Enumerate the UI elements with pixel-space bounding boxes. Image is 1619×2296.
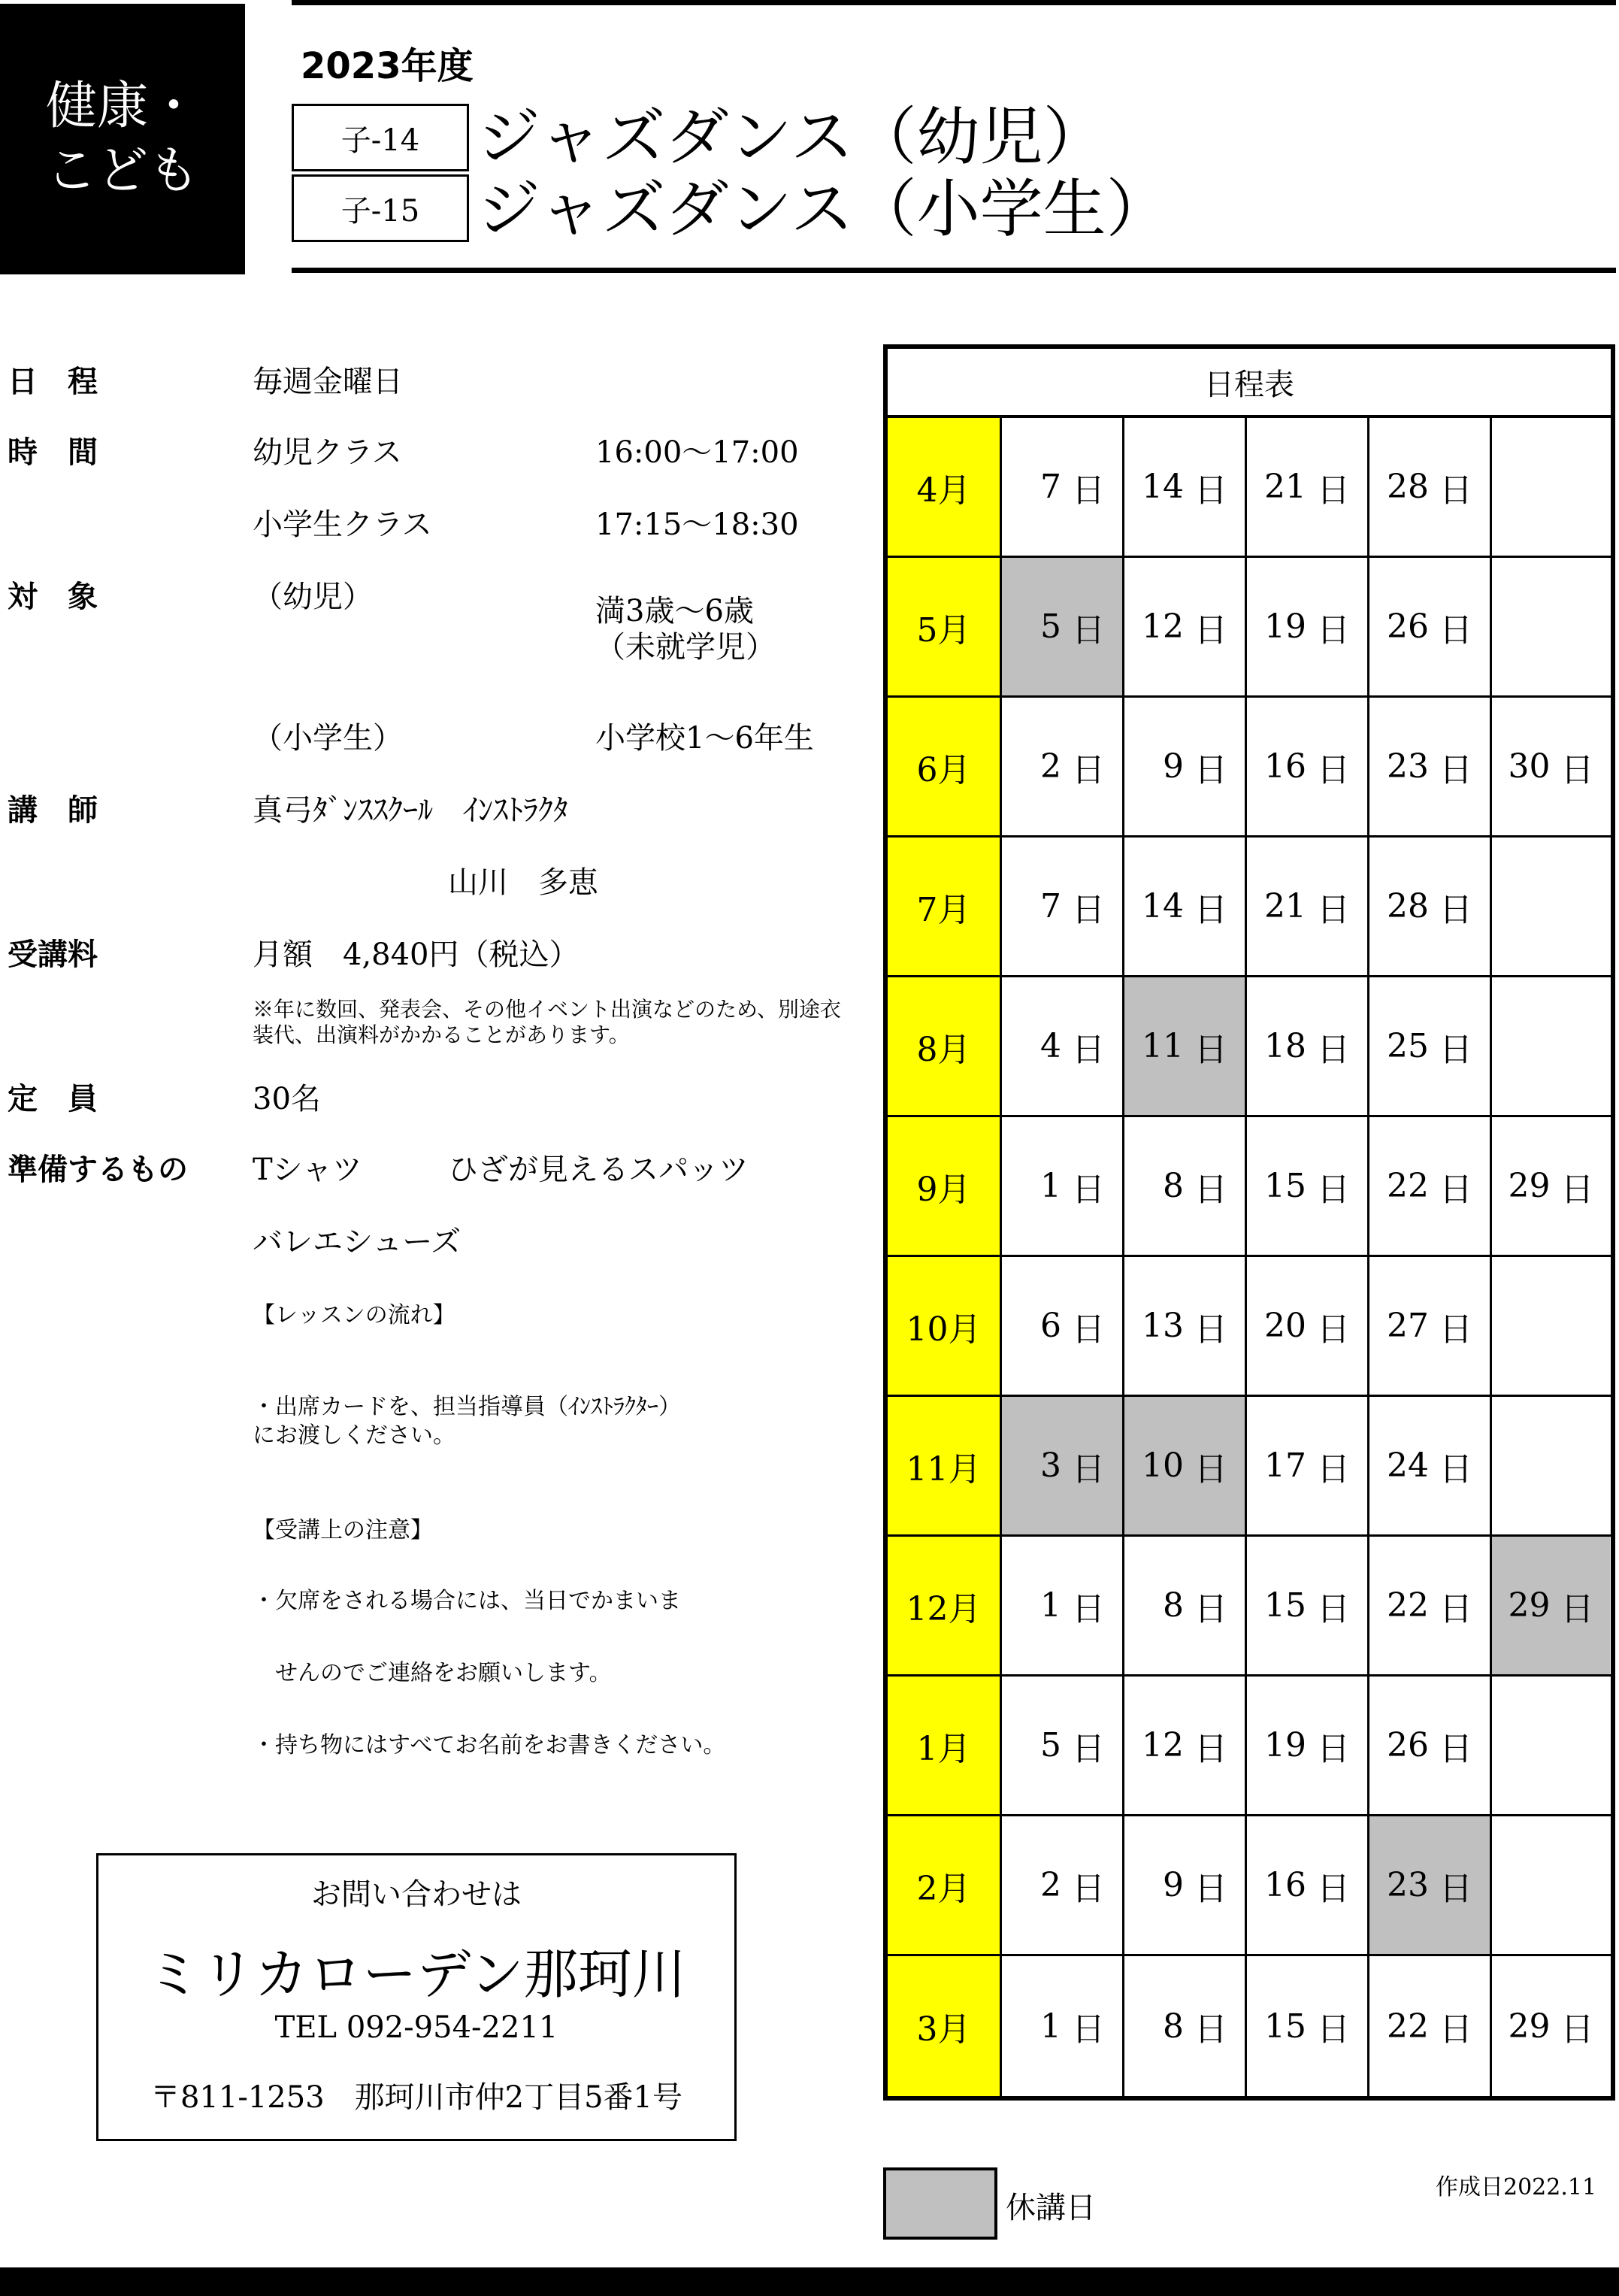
day-suffix: 日 (1317, 471, 1350, 510)
day-cell (1247, 977, 1369, 1115)
day-number: 7 (1040, 887, 1061, 925)
schedule-rows (888, 418, 1611, 2096)
day-suffix: 日 (1194, 750, 1227, 789)
category-line-1: 健康・ (45, 77, 199, 136)
course-code-1: 子-14 (292, 104, 469, 171)
day-number: 21 (1264, 887, 1306, 925)
target2-name: （小学生） (253, 721, 403, 756)
day-suffix: 日 (1072, 471, 1105, 510)
schedule-row (888, 1537, 1611, 1677)
day-cell (1247, 1117, 1369, 1255)
day-number: 2 (1040, 747, 1061, 786)
schedule-table (883, 344, 1615, 2101)
day-cell (1124, 1257, 1247, 1395)
day-number: 21 (1264, 468, 1306, 506)
time-label: 時 間 (8, 435, 98, 470)
day-cell (1369, 418, 1492, 556)
day-cell (1492, 698, 1610, 835)
day-cell (1369, 838, 1492, 975)
month-cell: 2月 (888, 1816, 1002, 1954)
month-cell: 11月 (888, 1397, 1002, 1534)
day-suffix: 日 (1560, 1589, 1594, 1628)
day-cell (1492, 1956, 1610, 2096)
day-suffix: 日 (1194, 1449, 1227, 1489)
day-suffix: 日 (1317, 1589, 1350, 1628)
schedule-row (888, 1117, 1611, 1257)
day-number: 5 (1040, 607, 1061, 646)
day-number: 28 (1387, 468, 1429, 506)
contact-lead: お問い合わせは (311, 1877, 522, 1912)
schedule-row (888, 1956, 1611, 2096)
day-suffix: 日 (1194, 1170, 1227, 1209)
day-cell (1002, 418, 1124, 556)
flow-heading: 【レッスンの流れ】 (253, 1302, 455, 1328)
day-cell (1492, 1397, 1610, 1534)
class2-name: 小学生クラス (253, 507, 432, 542)
flow-line-2: にお渡しください。 (253, 1422, 455, 1449)
day-suffix: 日 (1194, 890, 1227, 929)
day-cell (1247, 1956, 1369, 2096)
day-cell (1247, 698, 1369, 835)
notes-heading: 【受講上の注意】 (253, 1517, 433, 1543)
day-suffix: 日 (1072, 1589, 1105, 1628)
note1-line-1: ・欠席をされる場合には、当日でかまいま (253, 1588, 681, 1614)
day-suffix: 日 (1194, 2010, 1227, 2049)
day-suffix: 日 (1439, 750, 1472, 789)
day-cell (1369, 1537, 1492, 1674)
instructor-school: 真弓ﾀﾞﾝｽｽｸｰﾙ ｲﾝｽﾄﾗｸﾀ (253, 793, 568, 828)
schedule-row (888, 698, 1611, 838)
day-suffix: 日 (1439, 1589, 1472, 1628)
month-cell: 12月 (888, 1537, 1002, 1674)
instructor-name: 山川 多恵 (448, 865, 598, 900)
day-number: 14 (1142, 468, 1184, 506)
day-cell (1369, 698, 1492, 835)
day-number: 22 (1387, 1586, 1429, 1625)
day-suffix: 日 (1317, 1449, 1350, 1489)
day-number: 1 (1040, 1167, 1061, 1205)
day-cell (1124, 698, 1247, 835)
day-suffix: 日 (1072, 750, 1105, 789)
day-suffix: 日 (1072, 610, 1105, 650)
day-suffix: 日 (1194, 1310, 1227, 1349)
course-title-1: ジャズダンス（幼児） (477, 100, 1106, 174)
day-cell (1002, 1677, 1124, 1814)
day-number: 29 (1508, 1167, 1551, 1205)
day-number: 8 (1163, 1167, 1184, 1205)
day-number: 28 (1387, 887, 1429, 925)
class1-name: 幼児クラス (253, 435, 402, 470)
day-number: 16 (1264, 747, 1306, 786)
day-cell (1124, 1816, 1247, 1954)
day-cell (1247, 838, 1369, 975)
day-number: 20 (1264, 1307, 1306, 1345)
schedule-row (888, 1397, 1611, 1537)
day-suffix: 日 (1194, 1729, 1227, 1768)
day-suffix: 日 (1439, 610, 1472, 650)
bottom-bar (0, 2267, 1619, 2296)
day-number: 26 (1387, 1726, 1429, 1764)
day-cell (1002, 558, 1124, 695)
schedule-row (888, 1257, 1611, 1397)
day-number: 4 (1040, 1027, 1061, 1065)
day-cell (1247, 1537, 1369, 1674)
day-cell (1369, 1397, 1492, 1534)
day-number: 1 (1040, 2007, 1061, 2046)
category-badge (0, 4, 245, 274)
day-cell (1247, 1397, 1369, 1534)
fee-note-line-1: ※年に数回、発表会、その他イベント出演などのため、別途衣 (253, 997, 841, 1022)
note2: ・持ち物にはすべてお名前をお書きください。 (253, 1732, 726, 1758)
day-number: 22 (1387, 1167, 1429, 1205)
header-divider (292, 268, 1616, 273)
top-divider (292, 0, 1616, 5)
day-cell (1124, 418, 1247, 556)
day-suffix: 日 (1072, 2010, 1105, 2049)
day-suffix: 日 (1072, 1729, 1105, 1768)
day-suffix: 日 (1560, 1170, 1594, 1209)
schedule-row (888, 838, 1611, 977)
item-shoes: バレエシューズ (253, 1225, 461, 1259)
day-cell (1124, 838, 1247, 975)
day-cell (1247, 1816, 1369, 1954)
day-suffix: 日 (1194, 471, 1227, 510)
contact-box (96, 1853, 737, 2141)
category-line-2: こども (45, 141, 199, 201)
day-number: 27 (1387, 1307, 1429, 1345)
item-tshirt: Tシャツ (253, 1153, 362, 1187)
day-number: 8 (1163, 2007, 1184, 2046)
contact-name: ミリカローデン那珂川 (147, 1943, 686, 2006)
day-cell (1124, 1677, 1247, 1814)
day-suffix: 日 (1194, 1589, 1227, 1628)
day-cell (1247, 418, 1369, 556)
day-suffix: 日 (1439, 1310, 1472, 1349)
month-cell: 7月 (888, 838, 1002, 975)
target2-value: 小学校1～6年生 (595, 721, 814, 756)
day-suffix: 日 (1317, 1170, 1350, 1209)
month-cell: 5月 (888, 558, 1002, 695)
day-number: 29 (1508, 2007, 1551, 2046)
day-suffix: 日 (1317, 1030, 1350, 1069)
contact-phone: TEL 092-954-2211 (274, 2010, 558, 2045)
capacity-label: 定 員 (8, 1082, 98, 1116)
day-cell (1002, 1397, 1124, 1534)
schedule-label: 日 程 (8, 365, 98, 399)
fee-value: 月額 4,840円（税込） (253, 937, 580, 972)
day-cell (1369, 1257, 1492, 1395)
day-number: 19 (1264, 607, 1306, 646)
day-suffix: 日 (1317, 610, 1350, 650)
schedule-row (888, 1677, 1611, 1816)
day-cell (1247, 1257, 1369, 1395)
day-suffix: 日 (1317, 2010, 1350, 2049)
day-suffix: 日 (1072, 1170, 1105, 1209)
day-cell (1369, 1816, 1492, 1954)
day-number: 22 (1387, 2007, 1429, 2046)
day-number: 26 (1387, 607, 1429, 646)
day-cell (1492, 558, 1610, 695)
schedule-title: 日程表 (888, 349, 1611, 418)
day-cell (1124, 1397, 1247, 1534)
day-number: 30 (1508, 747, 1551, 786)
day-cell (1492, 838, 1610, 975)
day-suffix: 日 (1317, 890, 1350, 929)
month-cell: 10月 (888, 1257, 1002, 1395)
day-number: 13 (1142, 1307, 1184, 1345)
day-suffix: 日 (1317, 1310, 1350, 1349)
day-cell (1369, 1677, 1492, 1814)
day-cell (1002, 1257, 1124, 1395)
day-number: 16 (1264, 1866, 1306, 1904)
day-suffix: 日 (1560, 750, 1594, 789)
schedule-value: 毎週金曜日 (253, 365, 403, 399)
day-cell (1492, 1537, 1610, 1674)
day-cell (1124, 1117, 1247, 1255)
day-suffix: 日 (1560, 2010, 1594, 2049)
day-suffix: 日 (1317, 1869, 1350, 1908)
closed-day-swatch (883, 2167, 997, 2240)
fee-note-line-2: 装代、出演料がかかることがあります。 (253, 1022, 630, 1047)
day-cell (1492, 1257, 1610, 1395)
note1-line-2: せんのでご連絡をお願いします。 (253, 1660, 612, 1686)
day-suffix: 日 (1072, 1030, 1105, 1069)
day-suffix: 日 (1072, 890, 1105, 929)
day-suffix: 日 (1194, 1869, 1227, 1908)
day-suffix: 日 (1439, 1449, 1472, 1489)
day-suffix: 日 (1439, 1030, 1472, 1069)
day-cell (1492, 418, 1610, 556)
day-number: 12 (1142, 607, 1184, 646)
day-cell (1002, 1816, 1124, 1954)
day-suffix: 日 (1072, 1869, 1105, 1908)
day-number: 15 (1264, 1167, 1306, 1205)
month-cell: 9月 (888, 1117, 1002, 1255)
day-number: 24 (1387, 1446, 1429, 1485)
instructor-label: 講 師 (8, 793, 98, 828)
day-cell (1492, 1677, 1610, 1814)
day-number: 18 (1264, 1027, 1306, 1065)
target1-age: 満3歳～6歳 (595, 594, 754, 629)
fee-label: 受講料 (8, 937, 98, 972)
day-number: 8 (1163, 1586, 1184, 1625)
fiscal-year: 2023年度 (301, 45, 474, 87)
day-number: 17 (1264, 1446, 1306, 1485)
day-suffix: 日 (1072, 1449, 1105, 1489)
day-number: 29 (1508, 1586, 1551, 1625)
day-number: 12 (1142, 1726, 1184, 1764)
day-suffix: 日 (1317, 750, 1350, 789)
day-suffix: 日 (1439, 1729, 1472, 1768)
day-number: 23 (1387, 747, 1429, 786)
schedule-row (888, 418, 1611, 558)
day-cell (1492, 977, 1610, 1115)
day-number: 15 (1264, 2007, 1306, 2046)
day-number: 3 (1040, 1446, 1061, 1485)
day-cell (1002, 977, 1124, 1115)
day-number: 25 (1387, 1027, 1429, 1065)
month-cell: 6月 (888, 698, 1002, 835)
day-cell (1369, 558, 1492, 695)
day-cell (1492, 1117, 1610, 1255)
schedule-row (888, 1816, 1611, 1956)
day-cell (1247, 1677, 1369, 1814)
day-cell (1369, 977, 1492, 1115)
day-number: 23 (1387, 1866, 1429, 1904)
flow-line-1: ・出席カードを、担当指導員（ｲﾝｽﾄﾗｸﾀｰ） (253, 1394, 681, 1420)
day-number: 19 (1264, 1726, 1306, 1764)
day-number: 2 (1040, 1866, 1061, 1904)
day-cell (1369, 1117, 1492, 1255)
day-number: 1 (1040, 1586, 1061, 1625)
day-cell (1002, 838, 1124, 975)
day-number: 14 (1142, 887, 1184, 925)
day-cell (1369, 1956, 1492, 2096)
month-cell: 4月 (888, 418, 1002, 556)
day-suffix: 日 (1194, 610, 1227, 650)
day-suffix: 日 (1439, 2010, 1472, 2049)
target-label: 対 象 (8, 580, 98, 614)
day-cell (1124, 1537, 1247, 1674)
target1-name: （幼児） (253, 580, 373, 614)
course-title-2: ジャズダンス（小学生） (477, 172, 1170, 246)
items-label: 準備するもの (8, 1153, 188, 1187)
day-suffix: 日 (1072, 1310, 1105, 1349)
target1-note: （未就学児） (595, 630, 776, 665)
day-number: 6 (1040, 1307, 1061, 1345)
day-number: 9 (1163, 1866, 1184, 1904)
day-suffix: 日 (1317, 1729, 1350, 1768)
schedule-row (888, 558, 1611, 698)
schedule-row (888, 977, 1611, 1117)
day-suffix: 日 (1439, 890, 1472, 929)
closed-day-legend: 休講日 (1006, 2191, 1096, 2225)
day-number: 5 (1040, 1726, 1061, 1764)
capacity-value: 30名 (253, 1082, 321, 1116)
day-cell (1002, 1537, 1124, 1674)
day-cell (1002, 1117, 1124, 1255)
day-cell (1124, 558, 1247, 695)
month-cell: 8月 (888, 977, 1002, 1115)
day-suffix: 日 (1439, 1869, 1472, 1908)
month-cell: 3月 (888, 1956, 1002, 2096)
day-cell (1002, 1956, 1124, 2096)
day-suffix: 日 (1439, 471, 1472, 510)
day-number: 11 (1142, 1027, 1184, 1065)
day-number: 15 (1264, 1586, 1306, 1625)
month-cell: 1月 (888, 1677, 1002, 1814)
day-number: 10 (1142, 1446, 1184, 1485)
created-date: 作成日2022.11 (1436, 2174, 1597, 2201)
day-cell (1247, 558, 1369, 695)
course-code-2: 子-15 (292, 174, 469, 242)
day-cell (1002, 698, 1124, 835)
item-spats: ひざが見えるスパッツ (448, 1153, 749, 1187)
day-cell (1492, 1816, 1610, 1954)
class1-time: 16:00～17:00 (595, 435, 799, 470)
day-suffix: 日 (1439, 1170, 1472, 1209)
contact-address: 〒811-1253 那珂川市仲2丁目5番1号 (150, 2080, 682, 2115)
class2-time: 17:15～18:30 (595, 507, 799, 542)
day-cell (1124, 977, 1247, 1115)
day-cell (1124, 1956, 1247, 2096)
day-suffix: 日 (1194, 1030, 1227, 1069)
day-number: 9 (1163, 747, 1184, 786)
day-number: 7 (1040, 468, 1061, 506)
